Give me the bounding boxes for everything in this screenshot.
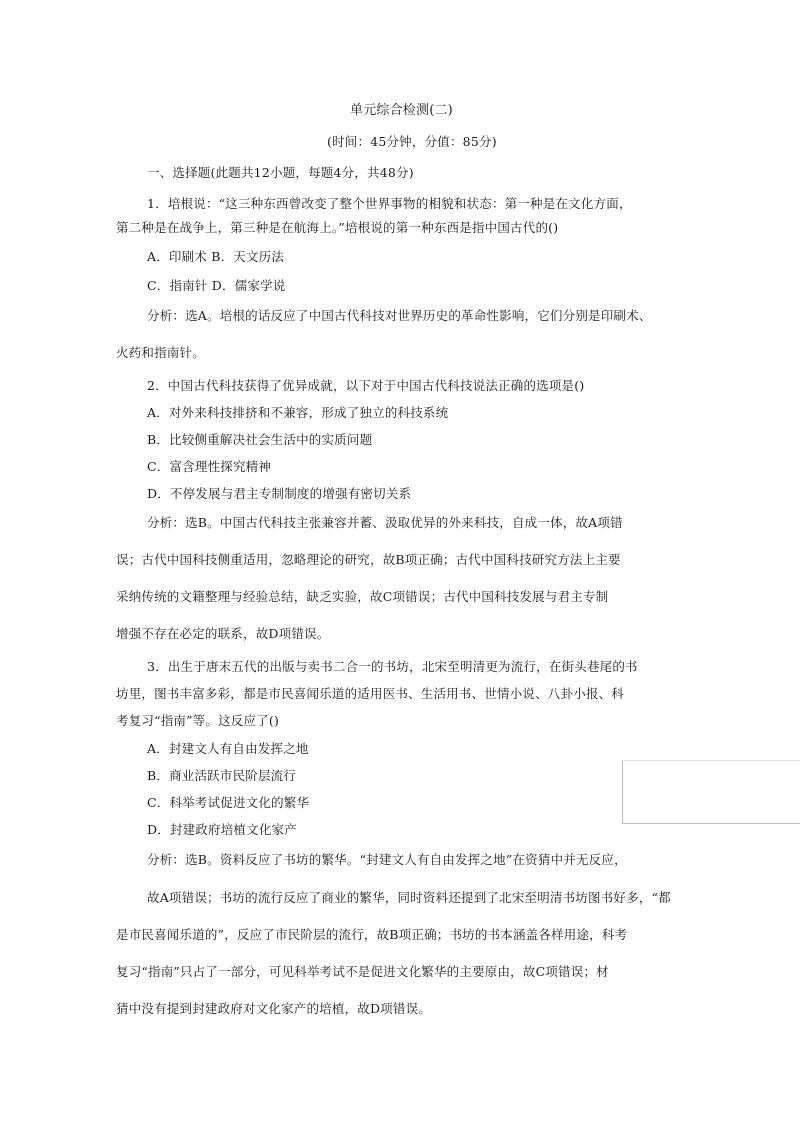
q2-stem: 2．中国古代科技获得了优异成就，以下对于中国古代科技说法正确的选项是() (147, 378, 585, 393)
q3-option-d: D．封建政府培植文化家产 (147, 822, 297, 837)
q3-analysis-line4: 复习“指南”只占了一部分，可见科举考试不是促进文化繁华的主要原由，故C项错误；材 (116, 964, 609, 979)
q1-analysis-line2: 火药和指南针。 (116, 345, 205, 360)
exam-info: (时间：45分钟，分值：85分) (327, 134, 497, 149)
q1-options-cd: C．指南针 D．儒家学说 (147, 278, 286, 293)
q2-option-d: D．不停发展与君主专制制度的增强有密切关系 (147, 486, 412, 501)
q3-stem-line2: 坊里，图书丰富多彩，都是市民喜闻乐道的适用医书、生活用书、世情小说、八卦小报、科 (116, 686, 625, 701)
q2-option-b: B．比较侧重解决社会生活中的实质问题 (147, 432, 373, 447)
q2-analysis-line3: 采纳传统的文籍整理与经验总结，缺乏实验，故C项错误；古代中国科技发展与君主专制 (116, 589, 609, 604)
q2-analysis-line1: 分析：选B。中国古代科技主张兼容并蓄、汲取优异的外来科技，自成一体，故A项错 (147, 515, 623, 530)
q2-option-c: C．富含理性探究精神 (147, 459, 272, 474)
q3-analysis-line3: 是市民喜闻乐道的”，反应了市民阶层的流行，故B项正确；书坊的书本涵盖各样用途，科考 (116, 927, 628, 942)
q1-options-ab: A．印刷术 B．天文历法 (147, 249, 285, 264)
q3-option-a: A．封建文人有自由发挥之地 (147, 741, 309, 756)
blank-answer-box (622, 760, 800, 824)
q3-analysis-line2: 故A项错误；书坊的流行反应了商业的繁华，同时资料还提到了北宋至明清书坊图书好多，“都 (147, 890, 671, 905)
q2-analysis-line2: 误；古代中国科技侧重适用，忽略理论的研究，故B项正确；古代中国科技研究方法上主要 (116, 552, 621, 567)
q3-analysis-line5: 猜中没有提到封建政府对文化家产的培植，故D项错误。 (116, 1001, 432, 1016)
q3-stem-line1: 3．出生于唐末五代的出版与卖书二合一的书坊，北宋至明清更为流行，在街头巷尾的书 (147, 659, 638, 674)
q2-analysis-line4: 增强不存在必定的联系，故D项错误。 (116, 626, 330, 641)
q3-analysis-line1: 分析：选B。资料反应了书坊的繁华。“封建文人有自由发挥之地”在资猜中并无反应， (147, 852, 627, 867)
q3-stem-line3: 考复习“指南”等。这反应了() (116, 713, 280, 728)
q1-analysis-line1: 分析：选A。培根的话反应了中国古代科技对世界历史的革命性影响，它们分别是印刷术、 (147, 308, 652, 323)
q1-stem-line1: 1．培根说：“这三种东西曾改变了整个世界事物的相貌和状态：第一种是在文化方面， (147, 196, 632, 211)
q3-option-c: C．科举考试促进文化的繁华 (147, 795, 310, 810)
q1-stem-line2: 第二种是在战争上，第三种是在航海上。”培根说的第一种东西是指中国古代的() (116, 220, 559, 235)
page-title: 单元综合检测(二) (350, 103, 453, 118)
q2-option-a: A．对外来科技排挤和不兼容，形成了独立的科技系统 (147, 405, 449, 420)
section-heading: 一、选择题(此题共12小题，每题4分，共48分) (147, 165, 414, 180)
q3-option-b: B．商业活跃市民阶层流行 (147, 768, 297, 783)
